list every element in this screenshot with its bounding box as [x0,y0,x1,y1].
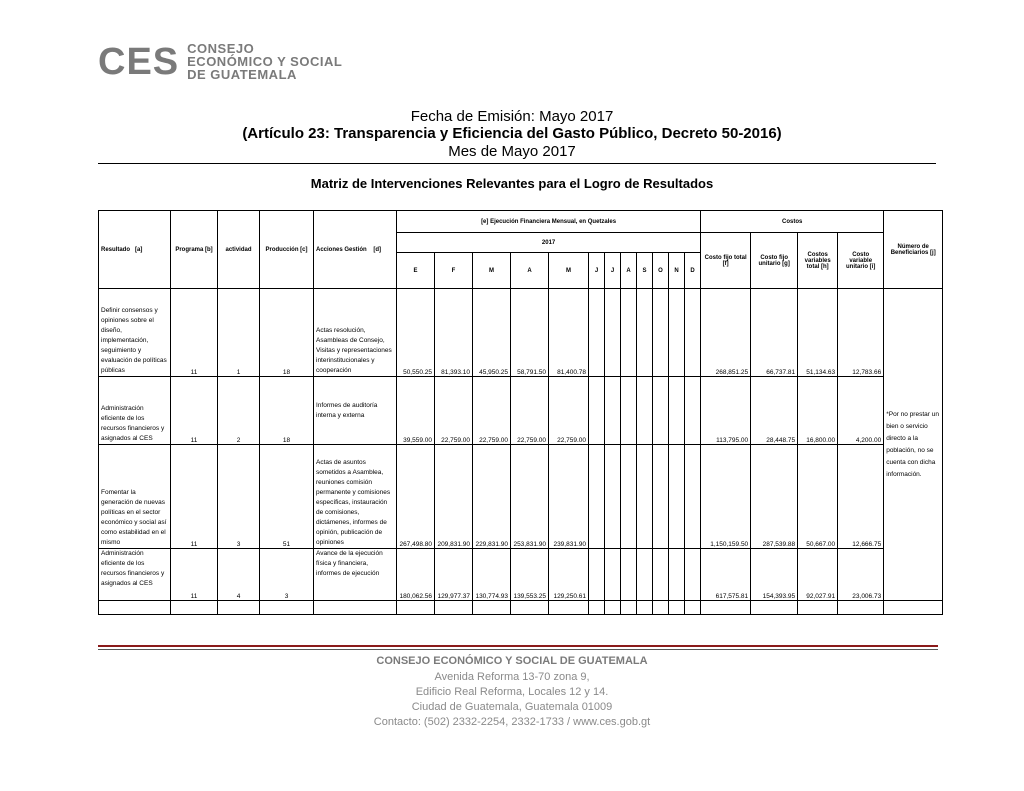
month-header: M [549,253,589,289]
cell-mar: 45,950.25 [473,289,511,377]
cell-ene: 50,550.25 [397,289,435,377]
cell-costo-variable-unitario: 12,783.66 [838,289,884,377]
logo-mark: CES [98,40,180,83]
cell-empty [589,445,605,549]
cell-costo-variable-unitario: 4,200.00 [838,377,884,445]
cell-produccion: 3 [260,549,314,601]
month-header: J [589,253,605,289]
cell-costo-fijo-total: 617,575.81 [701,549,751,601]
cell-acciones: Avance de la ejecución física y financiera, informes de ejecución [314,549,397,601]
cell-empty [605,445,621,549]
cell-programa: 11 [171,445,218,549]
logo-line-3: DE GUATEMALA [187,67,297,82]
cell-ene: 180,062.56 [397,549,435,601]
month-header: A [621,253,637,289]
cell-mar: 130,774.93 [473,549,511,601]
cell-empty [621,549,637,601]
table-row [99,289,943,377]
cell-costo-fijo-total: 113,795.00 [701,377,751,445]
cell-empty [653,289,669,377]
cell-feb: 129,977.37 [435,549,473,601]
cell-empty [637,377,653,445]
table-row [99,549,943,601]
cell-may: 22,759.00 [549,377,589,445]
cell-empty [589,549,605,601]
header-costo-fijo-total: Costo fijo total [f] [701,233,751,289]
footer-rule-red [98,645,938,647]
cell-ene: 39,559.00 [397,377,435,445]
article-title: (Artículo 23: Transparencia y Eficiencia del Gasto Público, Decreto 50-2016) [242,125,782,142]
logo-line-1: CONSEJO [187,41,255,56]
cell-may: 81,400.78 [549,289,589,377]
cell-empty [685,377,701,445]
cell-empty [653,377,669,445]
month-header: O [653,253,669,289]
issue-date: Fecha de Emisión: Mayo 2017 [410,108,614,125]
cell-costo-variable-unitario: 23,006.73 [838,549,884,601]
footer-address-3: Ciudad de Guatemala, Guatemala 01009 [411,701,613,713]
logo-text [187,42,342,81]
cell-empty [685,289,701,377]
footer-org: CONSEJO ECONÓMICO Y SOCIAL DE GUATEMALA [376,655,648,667]
cell-actividad: 4 [218,549,260,601]
cell-programa: 11 [171,289,218,377]
cell-empty [621,289,637,377]
cell-actividad: 3 [218,445,260,549]
footer-contact: Contacto: (502) 2332-2254, 2332-1733 / www.ces.gob.gt [373,716,651,728]
cell-resultado: Administración eficiente de los recursos financieros y asignados al CES [99,549,171,601]
cell-abr: 22,759.00 [511,377,549,445]
month-header: J [605,253,621,289]
cell-empty [653,549,669,601]
cell-resultado: Fomentar la generación de nuevas políticas en el sector económico y social así como estabilidad en el mismo [99,445,171,549]
cell-produccion: 18 [260,377,314,445]
header-programa: Programa [b] [171,211,218,289]
cell-empty [669,289,685,377]
header-costos: Costos [701,211,884,233]
ces-logo [98,42,342,81]
month-header: F [435,253,473,289]
cell-acciones: Actas resolución, Asambleas de Consejo, Visitas y representaciones interinstitucionales y cooperación [314,289,397,377]
cell-empty [669,377,685,445]
cell-empty [621,377,637,445]
header-resultado: Resultado [a] [99,211,171,289]
matrix-title: Matriz de Intervenciones Relevantes para el Logro de Resultados [310,176,714,191]
cell-empty [685,445,701,549]
cell-programa: 11 [171,549,218,601]
cell-programa: 11 [171,377,218,445]
cell-may: 129,250.61 [549,549,589,601]
cell-produccion: 51 [260,445,314,549]
results-matrix-table [98,210,943,615]
cell-empty [637,549,653,601]
cell-empty [589,289,605,377]
cell-actividad: 2 [218,377,260,445]
cell-empty [621,445,637,549]
table-row-empty [99,601,943,615]
cell-empty [637,289,653,377]
month-header: A [511,253,549,289]
cell-acciones: Informes de auditoría interna y externa [314,377,397,445]
cell-costo-fijo-total: 1,150,159.50 [701,445,751,549]
header-rule [98,163,936,164]
header-costos-variables-total: Costos variables total [h] [798,233,838,289]
cell-costo-fijo-unitario: 66,737.81 [751,289,798,377]
cell-empty [669,549,685,601]
footer-address-1: Avenida Reforma 13-70 zona 9, [434,671,590,683]
header-costo-variable-unitario: Costo variable unitario [i] [838,233,884,289]
cell-may: 239,831.90 [549,445,589,549]
cell-resultado: Administración eficiente de los recursos financieros y asignados al CES [99,377,171,445]
cell-acciones: Actas de asuntos sometidos a Asamblea, reuniones comisión permanente y comisiones específicas, instauración de comisiones, dictámenes, informes de opinión, publicación de opiniones [314,445,397,549]
header-produccion: Producción [c] [260,211,314,289]
month-header: E [397,253,435,289]
cell-abr: 58,791.50 [511,289,549,377]
month-header: S [637,253,653,289]
header-actividad: actividad [218,211,260,289]
header-ejecucion: [e] Ejecución Financiera Mensual, en Quetzales [397,211,701,233]
month-header: D [685,253,701,289]
cell-abr: 253,831.90 [511,445,549,549]
cell-mar: 229,831.90 [473,445,511,549]
cell-costo-fijo-unitario: 28,448.75 [751,377,798,445]
cell-costos-variables-total: 51,134.63 [798,289,838,377]
cell-feb: 81,393.10 [435,289,473,377]
cell-beneficiarios-note: *Por no prestar un bien o servicio directo a la población, no se cuenta con dicha información. [884,289,943,601]
footer-address-2: Edificio Real Reforma, Locales 12 y 14. [415,686,609,698]
report-month: Mes de Mayo 2017 [448,143,576,160]
header-costo-fijo-unitario: Costo fijo unitario [g] [751,233,798,289]
cell-ene: 267,498.80 [397,445,435,549]
month-header: N [669,253,685,289]
header-acciones: Acciones Gestión [d] [314,211,397,289]
cell-empty [669,445,685,549]
cell-empty [653,445,669,549]
logo-line-2: ECONÓMICO Y SOCIAL [187,54,343,69]
cell-empty [605,289,621,377]
cell-empty [605,549,621,601]
cell-empty [605,377,621,445]
cell-empty [685,549,701,601]
table-row [99,377,943,445]
month-header: M [473,253,511,289]
cell-costos-variables-total: 92,027.91 [798,549,838,601]
header-year: 2017 [397,233,701,253]
cell-empty [637,445,653,549]
cell-costos-variables-total: 16,800.00 [798,377,838,445]
cell-feb: 22,759.00 [435,377,473,445]
cell-costos-variables-total: 50,667.00 [798,445,838,549]
cell-actividad: 1 [218,289,260,377]
cell-costo-fijo-unitario: 154,393.95 [751,549,798,601]
cell-empty [589,377,605,445]
cell-costo-fijo-unitario: 287,539.88 [751,445,798,549]
header-beneficiarios: Número de Beneficiarios [j] [884,211,943,289]
cell-costo-variable-unitario: 12,666.75 [838,445,884,549]
cell-feb: 209,831.90 [435,445,473,549]
cell-resultado: Definir consensos y opiniones sobre el diseño, implementación, seguimiento y evaluación de políticas públicas [99,289,171,377]
cell-mar: 22,759.00 [473,377,511,445]
cell-costo-fijo-total: 268,851.25 [701,289,751,377]
cell-produccion: 18 [260,289,314,377]
table-row [99,445,943,549]
footer-rule-gray [98,649,938,650]
cell-abr: 139,553.25 [511,549,549,601]
